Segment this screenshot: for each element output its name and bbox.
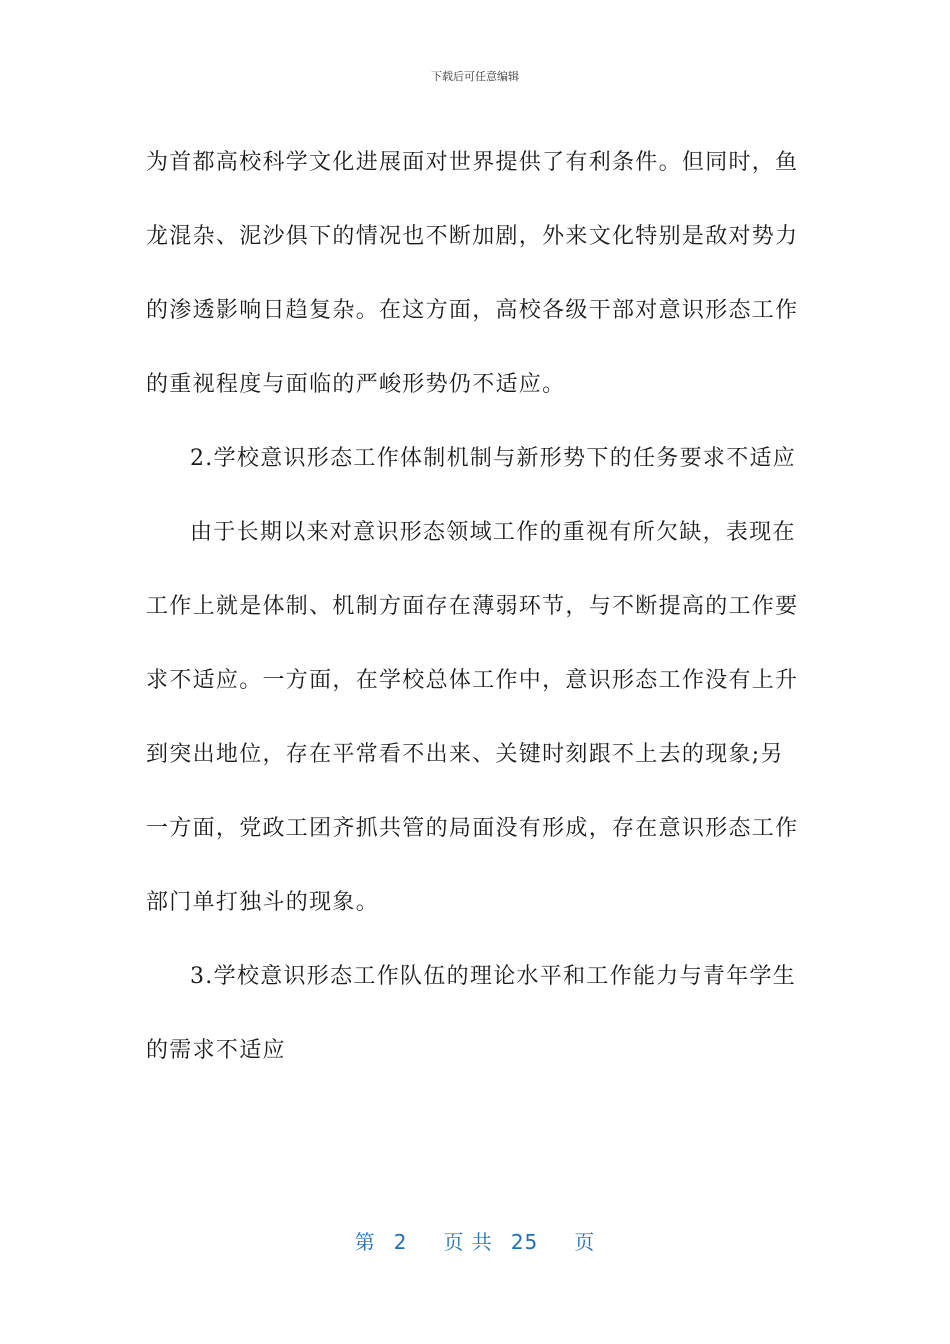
header-note: 下载后可任意编辑 [431, 70, 519, 83]
document-body [146, 126, 806, 1088]
footer-total-pages: 25 [510, 1230, 539, 1254]
footer-middle: 页 共 [443, 1230, 493, 1254]
page-footer [0, 1226, 950, 1255]
section-heading: 3.学校意识形态工作队伍的理论水平和工作能力与青年学生的需求不适应 [146, 964, 797, 1063]
paragraph: 由于长期以来对意识形态领域工作的重视有所欠缺，表现在工作上就是体制、机制方面存在薄弱环节，与不断提高的工作要求不适应。一方面，在学校总体工作中，意识形态工作没有上升到突出地位，存在平常看不出来、关键时刻跟不上去的现象;另一方面，党政工团齐抓共管的局面没有形成，存在意识形态工作部门单打独斗的现象。 [146, 520, 799, 915]
footer-current-page: 2 [393, 1230, 408, 1254]
paragraph: 为首都高校科学文化进展面对世界提供了有利条件。但同时，鱼龙混杂、泥沙俱下的情况也不断加剧，外来文化特别是敌对势力的渗透影响日趋复杂。在这方面，高校各级干部对意识形态工作的重视程度与面临的严峻形势仍不适应。 [146, 150, 799, 397]
footer-prefix: 第 [354, 1230, 376, 1254]
section-heading: 2.学校意识形态工作体制机制与新形势下的任务要求不适应 [190, 446, 797, 471]
footer-suffix: 页 [574, 1230, 596, 1254]
